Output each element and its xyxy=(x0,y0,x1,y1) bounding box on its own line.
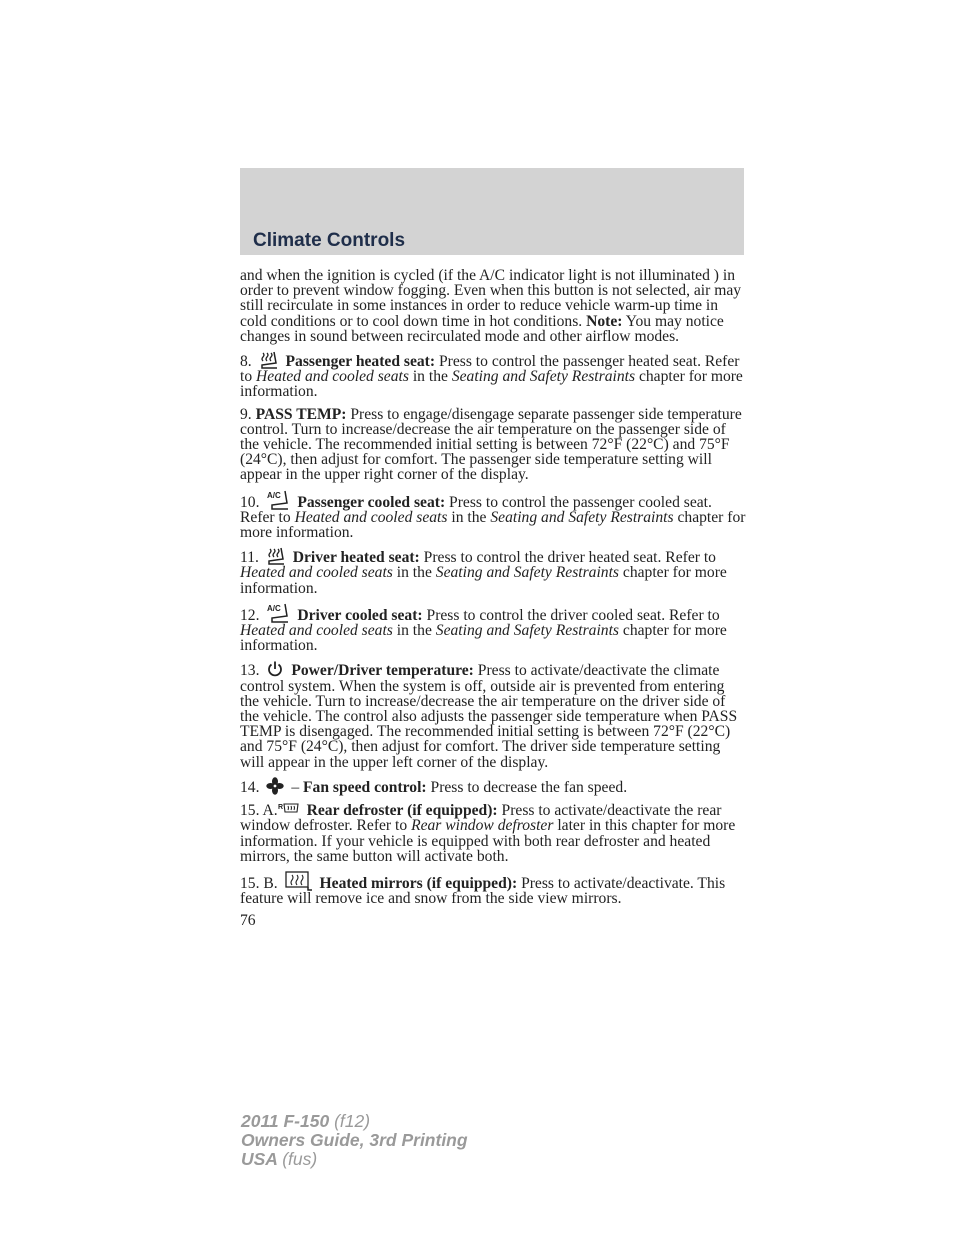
item-number: 13. xyxy=(240,662,260,680)
footer-model: 2011 F-150 xyxy=(241,1111,330,1131)
list-item xyxy=(240,871,746,906)
heated-seat-icon xyxy=(266,547,286,565)
item-label: Fan speed control: xyxy=(303,778,427,796)
item-number: 15. B. xyxy=(240,874,278,892)
item-label: Driver heated seat: xyxy=(292,549,420,567)
item-text-mid: in the xyxy=(412,368,448,386)
item-number: 12. xyxy=(240,606,260,624)
body-text xyxy=(240,268,746,929)
item-number: 11. xyxy=(240,549,259,567)
item-reference-chapter: Seating and Safety Restraints xyxy=(451,368,636,386)
list-item xyxy=(240,660,746,769)
svg-text:A/C: A/C xyxy=(267,490,282,500)
item-text: Press to decrease the fan speed. xyxy=(430,778,628,796)
item-reference: Heated and cooled seats xyxy=(240,564,393,582)
list-item xyxy=(240,490,746,541)
item-dash: – xyxy=(291,778,300,796)
item-number: 14. xyxy=(240,778,260,796)
item-text-tail: chapter for more information. xyxy=(240,564,727,597)
item-text: Press to control the passenger cooled seat. Refer to xyxy=(240,493,712,526)
item-reference-chapter: Seating and Safety Restraints xyxy=(490,508,674,526)
footer xyxy=(241,1112,468,1169)
item-label: PASS TEMP: xyxy=(255,405,347,423)
footer-line-guide: Owners Guide, 3rd Printing xyxy=(241,1130,468,1150)
item-label: Heated mirrors (if equipped): xyxy=(319,874,518,892)
item-label: Passenger heated seat: xyxy=(285,353,436,371)
item-text-mid: in the xyxy=(451,508,487,526)
rear-defrost-icon xyxy=(278,802,300,818)
item-text: Press to control the passenger heated seat. Refer to xyxy=(240,353,740,386)
fan-icon xyxy=(266,777,284,795)
intro-text: and when the ignition is cycled (if the A/C indicator light is not illuminated ) in order to prevent window fogging. Even when this button is not selected, air may still recirculate in some instances in order to reduce vehicle warm-up time in cold conditions or to cool down time in hot conditions. xyxy=(240,267,742,330)
cooled-seat-icon xyxy=(266,490,290,510)
list-item xyxy=(240,777,746,795)
item-text-tail: chapter for more information. xyxy=(240,622,727,655)
item-text: Press to control the driver heated seat. Refer to xyxy=(423,549,716,567)
item-text-tail: chapter for more information. xyxy=(240,508,746,542)
item-text-tail: later in this chapter for more information. If your vehicle is equipped with both rear defroster and heated mirrors, the same button will activate both. xyxy=(240,817,736,865)
list-item xyxy=(240,547,746,596)
cooled-seat-icon xyxy=(266,603,290,623)
power-icon xyxy=(266,660,284,678)
section-title: Climate Controls xyxy=(253,230,406,251)
list-item xyxy=(240,351,746,400)
item-text: Press to activate/deactivate. This feature will remove ice and snow from the side view mirrors. xyxy=(240,874,726,908)
footer-model-code: (f12) xyxy=(334,1111,371,1131)
intro-paragraph xyxy=(240,268,746,344)
list-item xyxy=(240,802,746,864)
item-reference: Heated and cooled seats xyxy=(240,622,393,640)
list-item xyxy=(240,407,746,483)
section-header-band xyxy=(240,168,744,255)
svg-text:R: R xyxy=(277,804,283,812)
item-text-mid: in the xyxy=(396,564,432,582)
heated-seat-icon xyxy=(259,351,279,369)
item-text: Press to activate/deactivate the climate control system. When the system is off, outside air is prevented from entering the vehicle. Turn to increase/decrease the air temperature on the driver side of the vehicle. The control also adjusts the passenger side temperature when PASS TEMP is disengaged. The recommended initial setting is between 72°F (22°C) and 75°F (24°C), then adjust for comfort. The driver side temperature setting will appear in the upper left corner of the display. xyxy=(240,662,738,771)
footer-line-region xyxy=(241,1150,468,1169)
item-text-tail: chapter for more information. xyxy=(240,368,743,401)
item-text: Press to engage/disengage separate passenger side temperature control. Turn to increase/decrease the air temperature on the passenger side of the vehicle. The recommended initial setting is between 72°F (22°C) and 75°F (24°C), then adjust for comfort. The passenger side temperature setting will appear in the upper right corner of the display. xyxy=(240,405,742,484)
page-number: 76 xyxy=(240,912,256,930)
note-text: You may notice changes in sound between recirculated mode and other airflow modes. xyxy=(240,312,724,345)
item-text-mid: in the xyxy=(396,622,432,640)
item-reference: Heated and cooled seats xyxy=(294,508,448,526)
footer-region: USA xyxy=(241,1149,278,1169)
item-reference-chapter: Seating and Safety Restraints xyxy=(435,622,619,640)
item-label: Power/Driver temperature: xyxy=(291,662,474,680)
item-label: Rear defroster (if equipped): xyxy=(306,802,498,820)
item-number: 9. xyxy=(240,405,252,423)
footer-line-model xyxy=(241,1112,468,1131)
item-text: Press to activate/deactivate the rear window defroster. Refer to xyxy=(240,802,722,835)
footer-region-code: (fus) xyxy=(282,1149,318,1169)
item-reference: Rear window defroster xyxy=(411,817,554,835)
item-number: 8. xyxy=(240,353,252,371)
list-item xyxy=(240,603,746,654)
item-text: Press to control the driver cooled seat. Refer to xyxy=(426,606,720,624)
item-number: 15. A. xyxy=(240,802,278,820)
item-label: Driver cooled seat: xyxy=(297,606,423,624)
item-reference: Heated and cooled seats xyxy=(256,368,409,386)
svg-text:A/C: A/C xyxy=(267,603,282,613)
item-reference-chapter: Seating and Safety Restraints xyxy=(435,564,619,582)
note-label: Note: xyxy=(586,312,623,330)
item-label: Passenger cooled seat: xyxy=(297,493,446,511)
item-number: 10. xyxy=(240,493,260,511)
heated-mirror-icon xyxy=(285,871,313,891)
